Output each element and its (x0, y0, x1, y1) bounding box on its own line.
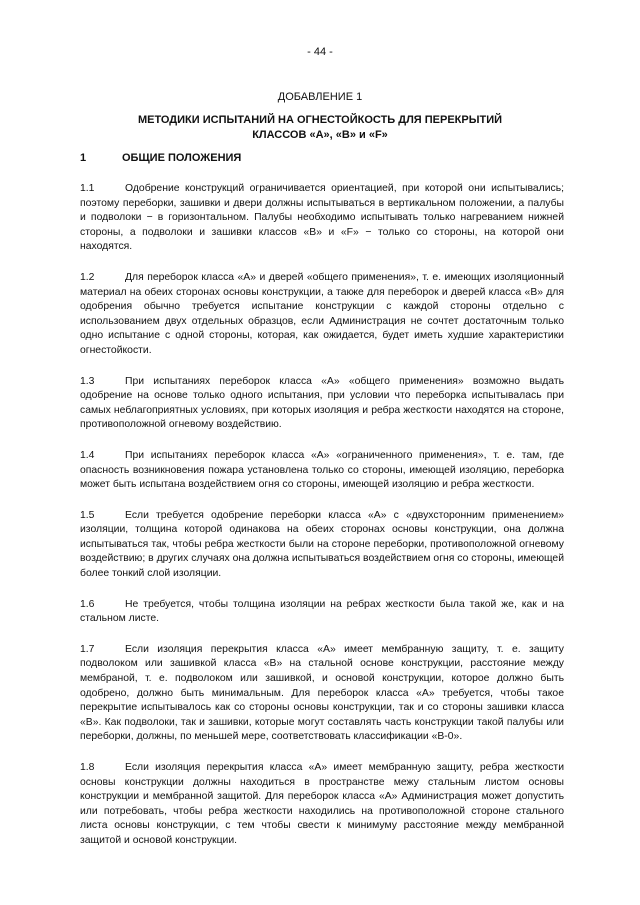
document-title (80, 113, 560, 143)
paragraph-number: 1.4 (80, 449, 95, 461)
section-heading (80, 152, 560, 164)
paragraph-text: Не требуется, чтобы толщина изоляции на ребрах жесткости была такой же, как и на стальном листе. (80, 598, 564, 625)
paragraph-number: 1.8 (80, 762, 95, 773)
paragraph-1-7 (80, 643, 564, 745)
paragraph-1-2 (80, 271, 564, 359)
paragraph-1-8 (80, 761, 564, 849)
appendix-heading: ДОБАВЛЕНИЕ 1 (277, 91, 363, 103)
paragraph-text: При испытаниях переборок класса «А» «ограниченного применения», т. е. там, где опасность возникновения пожара установлена только со стороны, имеющей изоляцию, переборка может быть испытана воздействием огня со стороны, имеющей изоляцию и ребра жесткости. (80, 449, 564, 491)
paragraph-1-6 (80, 598, 564, 627)
paragraph-number: 1.7 (80, 643, 95, 655)
page-number: - 44 - (307, 46, 333, 58)
paragraph-number: 1.3 (80, 375, 95, 387)
paragraph-number: 1.2 (80, 271, 95, 283)
paragraph-text: Одобрение конструкций ограничивается ориентацией, при которой они испытывались; поэтому переборки, зашивки и двери должны испытываться в вертикальном положении, а палубы и подволоки − в горизонтальном. Палубы необходимо испытывать только нагреванием нижней стороны, а подволоки и зашивки классов «B» и «F» − только со стороны, на которой они находятся. (80, 183, 564, 253)
paragraph-number: 1.1 (80, 183, 95, 194)
paragraph-text: Для переборок класса «А» и дверей «общего применения», т. е. имеющих изоляционный материал на обеих сторонах основы конструкции, а также для переборок и дверей класса «В» для одобрения обычно требуется испытание конструкции с каждой стороны отдельно с использованием двух отдельных образцов, если Администрация не сочтет достаточным только одно испытание с одной стороны, которая, как ожидается, будет иметь худшие характеристики огнестойкости. (80, 271, 564, 356)
paragraph-1-1 (80, 182, 564, 255)
paragraph-list (80, 182, 564, 865)
paragraph-1-3 (80, 375, 564, 433)
paragraph-1-5 (80, 509, 564, 582)
paragraph-text: Если изоляция перекрытия класса «А» имеет мембранную защиту, т. е. защиту подволоком или зашивкой класса «В» на стальной основе конструкции, расстояние между мембраной, т. е. подволоком или зашивкой, и основой конструкции, которое должно быть одобрено, должно быть минимальным. Для переборок класса «А» требуется, чтобы такое перекрытие испытывалось как со стороны основы конструкции, так и со стороны зашивки класса «В». Как подволоки, так и зашивки, которые могут составлять часть конструкции такой палубы или переборки, должны, по меньшей мере, соответствовать классификации «В-0». (80, 643, 564, 743)
section-number: 1 (80, 152, 87, 164)
paragraph-text: Если изоляция перекрытия класса «А» имеет мембранную защиту, ребра жесткости основы конструкции должны находиться в пространстве межу стальным листом основы конструкции и мембранной защитой. Для переборок класса «А» Администрация может допустить или потребовать, чтобы ребра жесткости находились на противоположной стороне стального листа основы конструкции, с тем чтобы свести к минимуму расстояние между мембранной защитой и основой конструкции. (80, 762, 564, 846)
paragraph-number: 1.5 (80, 509, 95, 521)
title-line-1: МЕТОДИКИ ИСПЫТАНИЙ НА ОГНЕСТОЙКОСТЬ ДЛЯ ПЕРЕКРЫТИЙ (137, 114, 503, 126)
paragraph-text: Если требуется одобрение переборки класса «А» с «двухсторонним применением» изоляции, толщина которой одинакова на обеих сторонах основы конструкции, она должна испытываться так, чтобы ребра жесткости были на стороне переборки, противоположной огневому воздействию; в других случаях она должна испытываться воздействием огня со стороны, имеющей более тонкий слой изоляции. (80, 509, 564, 580)
paragraph-1-4 (80, 449, 564, 493)
paragraph-text: При испытаниях переборок класса «А» «общего применения» возможно выдать одобрение на основе только одного испытания, при условии что переборка испытывалась при самых неблагоприятных условиях, при которых изоляция и ребра жесткости находятся на стороне, противоположной огневому воздействию. (80, 375, 564, 431)
paragraph-number: 1.6 (80, 598, 95, 610)
title-line-2: КЛАССОВ «A», «B» и «F» (252, 129, 388, 141)
section-title: ОБЩИЕ ПОЛОЖЕНИЯ (122, 152, 242, 164)
